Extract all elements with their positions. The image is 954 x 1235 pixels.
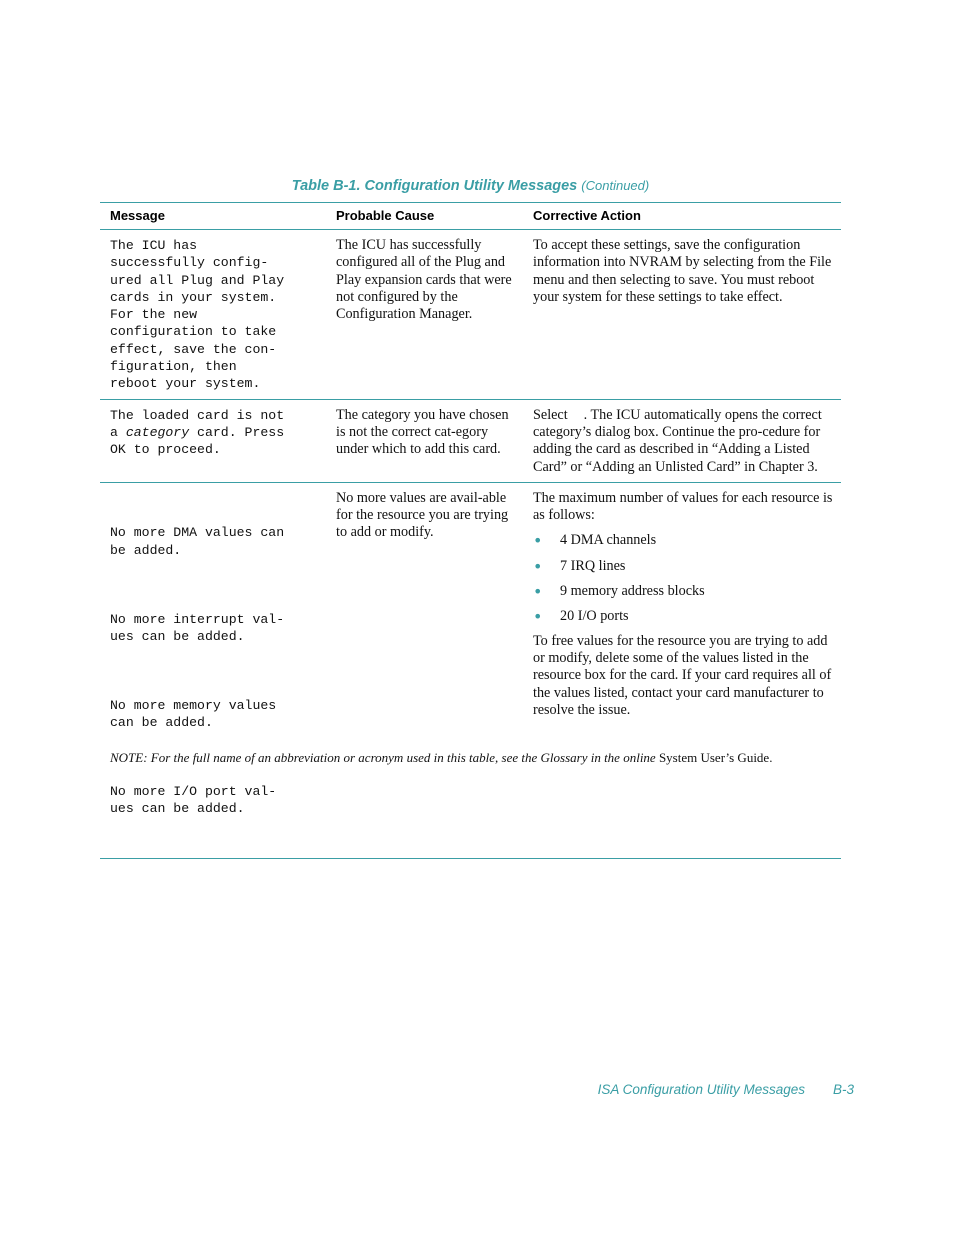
bullet-icon: •	[533, 556, 543, 576]
list-item	[533, 558, 835, 575]
action-cell	[523, 399, 841, 482]
table-continued-label: (Continued)	[581, 178, 650, 193]
message-cell	[100, 399, 326, 482]
page-footer	[598, 1082, 854, 1097]
cause-cell: The category you have chosen is not the correct cat-egory under which to add this card.	[326, 399, 523, 482]
message-text-a: The loaded card is not a	[110, 407, 285, 440]
list-item-label: 20 I/O ports	[560, 607, 629, 624]
table-caption	[100, 178, 841, 194]
table-row	[100, 482, 841, 858]
table-row	[100, 399, 841, 482]
table-title: Table B-1. Configuration Utility Messages	[291, 178, 578, 194]
table-row	[100, 230, 841, 400]
resource-limits-list	[533, 532, 835, 625]
cause-cell: The ICU has successfully configured all of the Plug and Play expansion cards that were not configured by the Configuration Manager.	[326, 230, 523, 400]
action-cell	[523, 482, 841, 858]
message-cell: The ICU has successfully config- ured all Plug and Play cards in your system. For the new configuration to take effect, save the con- figuration, then reboot your system.	[100, 230, 326, 400]
list-item-label: 9 memory address blocks	[560, 582, 705, 599]
message-memory: No more memory values can be added.	[110, 697, 277, 731]
message-io-port: No more I/O port val- ues can be added.	[110, 784, 277, 817]
action-text: To accept these settings, save the configuration information into NVRAM by selecting from the File menu and then selecting to save. You must reboot your system for these settings to take effect.	[533, 237, 832, 305]
header-corrective-action: Corrective Action	[523, 203, 841, 230]
bullet-icon: •	[533, 531, 543, 551]
list-item	[533, 608, 835, 625]
list-item	[533, 532, 835, 549]
message-interrupt: No more interrupt val- ues can be added.	[110, 611, 285, 644]
header-message: Message	[100, 203, 326, 230]
action-text-b: . The ICU automatically opens the correct category’s dialog box. Continue the pro-cedure for adding the card as described in “Adding a Listed Card” or “Adding an Unlisted Card” in Chapter 3.	[533, 406, 822, 475]
list-item	[533, 583, 835, 600]
action-outro: To free values for the resource you are trying to add or modify, delete some of the values listed in the resource box for the card. If your card requires all of the values listed, contact your card manufacturer to resolve the issue.	[533, 632, 832, 719]
action-cell	[523, 230, 841, 400]
header-probable-cause: Probable Cause	[326, 203, 523, 230]
footer-section-title: ISA Configuration Utility Messages	[597, 1082, 805, 1097]
page-number: B-3	[832, 1082, 854, 1097]
action-intro: The maximum number of values for each resource is as follows:	[533, 489, 833, 524]
message-dma: No more DMA values can be added.	[110, 525, 285, 558]
table-header-row	[100, 203, 841, 230]
message-cell	[100, 482, 326, 858]
cause-cell: No more values are avail-able for the resource you are trying to add or modify.	[326, 482, 523, 858]
note-guide-title: System User’s Guide.	[658, 750, 773, 765]
bullet-icon: •	[533, 606, 543, 626]
bullet-icon: •	[533, 581, 543, 601]
message-category-italic: category	[125, 424, 190, 440]
list-item-label: 7 IRQ lines	[560, 557, 626, 574]
list-item-label: 4 DMA channels	[560, 532, 657, 549]
table-note	[110, 750, 840, 766]
message-text-b: card. Press OK to proceed.	[110, 424, 285, 458]
action-text-a: Select	[533, 406, 568, 423]
note-italic-text: NOTE: For the full name of an abbreviation or acronym used in this table, see the Glossary in the online	[110, 750, 659, 765]
